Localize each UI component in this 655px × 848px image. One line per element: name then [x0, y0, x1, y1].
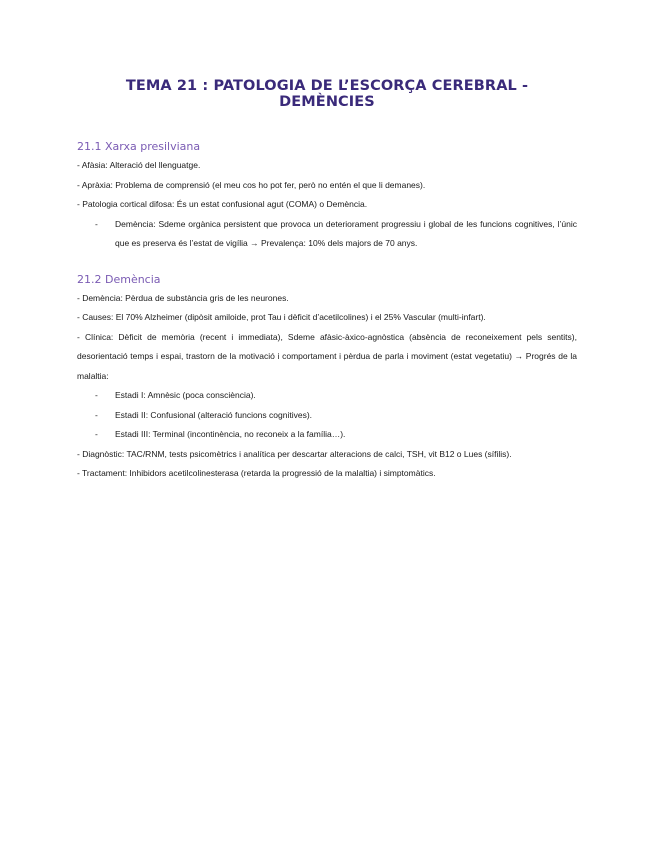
- list-item-afasia: - Afàsia: Alteració del llenguatge.: [77, 160, 201, 170]
- document-title: TEMA 21 : PATOLOGIA DE L’ESCORÇA CEREBRAL - DEMÈNCIES: [125, 78, 529, 110]
- list-item-clinica: - Clínica: Dèficit de memòria (recent i immediata), Sdeme afàsic-àxico-agnòstica (absència de reconeixement pels sentits), desorientació temps i espai, trastorn de la motivació i comportament i pèrdua de parla i moviment (estat vegetatiu) → Progrés de la malaltia:: [77, 331, 577, 381]
- sub-item-text: Estadi I: Amnèsic (poca consciència).: [115, 390, 256, 400]
- section-body-xarxa-presilviana: [77, 156, 577, 254]
- sub-item-text: Estadi III: Terminal (incontinència, no reconeix a la família…).: [115, 429, 346, 439]
- list-item-apraxia: - Apràxia: Problema de comprensió (el meu cos ho pot fer, però no entén el que li demanes).: [77, 179, 426, 190]
- section-body-demencia: [77, 289, 577, 484]
- list-item-diagnostic: - Diagnòstic: TAC/RNM, tests psicomètrics i analítica per descartar alteracions de calci, TSH, vit B12 o Lues (sífilis).: [77, 448, 512, 459]
- sub-item-dash: -: [95, 409, 98, 420]
- list-item-patologia-cortical: - Patologia cortical difosa: És un estat confusional agut (COMA) o Demència.: [77, 199, 368, 209]
- sub-item-text: Estadi II: Confusional (alteració funcions cognitives).: [115, 409, 313, 420]
- sub-item-dash: -: [95, 390, 98, 400]
- sub-item-dash: -: [95, 218, 98, 229]
- sub-item-estadi-3: [77, 425, 577, 445]
- sub-item-demencia: [77, 215, 577, 254]
- list-item-demencia: - Demència: Pèrdua de substància gris de les neurones.: [77, 292, 289, 303]
- list-item-tractament: - Tractament: Inhibidors acetilcolinesterasa (retarda la progressió de la malaltia) i simptomàtics.: [77, 468, 436, 478]
- sub-item-estadi-2: [77, 406, 577, 426]
- list-item-causes: - Causes: El 70% Alzheimer (dipòsit amiloide, prot Tau i dèficit d’acetilcolines) i el 25% Vascular (multi-infart).: [77, 312, 486, 322]
- sub-item-text: Demència: Sdeme orgànica persistent que provoca un deteriorament progressiu i global de les funcions cognitives, l’únic que es preserva és l’estat de vigília → Prevalença: 10% dels majors de 70 anys.: [115, 218, 577, 248]
- sub-item-dash: -: [95, 429, 98, 439]
- sub-item-estadi-1: [77, 386, 577, 406]
- section-heading-xarxa-presilviana: 21.1 Xarxa presilviana: [77, 140, 201, 153]
- section-heading-demencia: 21.2 Demència: [77, 272, 161, 286]
